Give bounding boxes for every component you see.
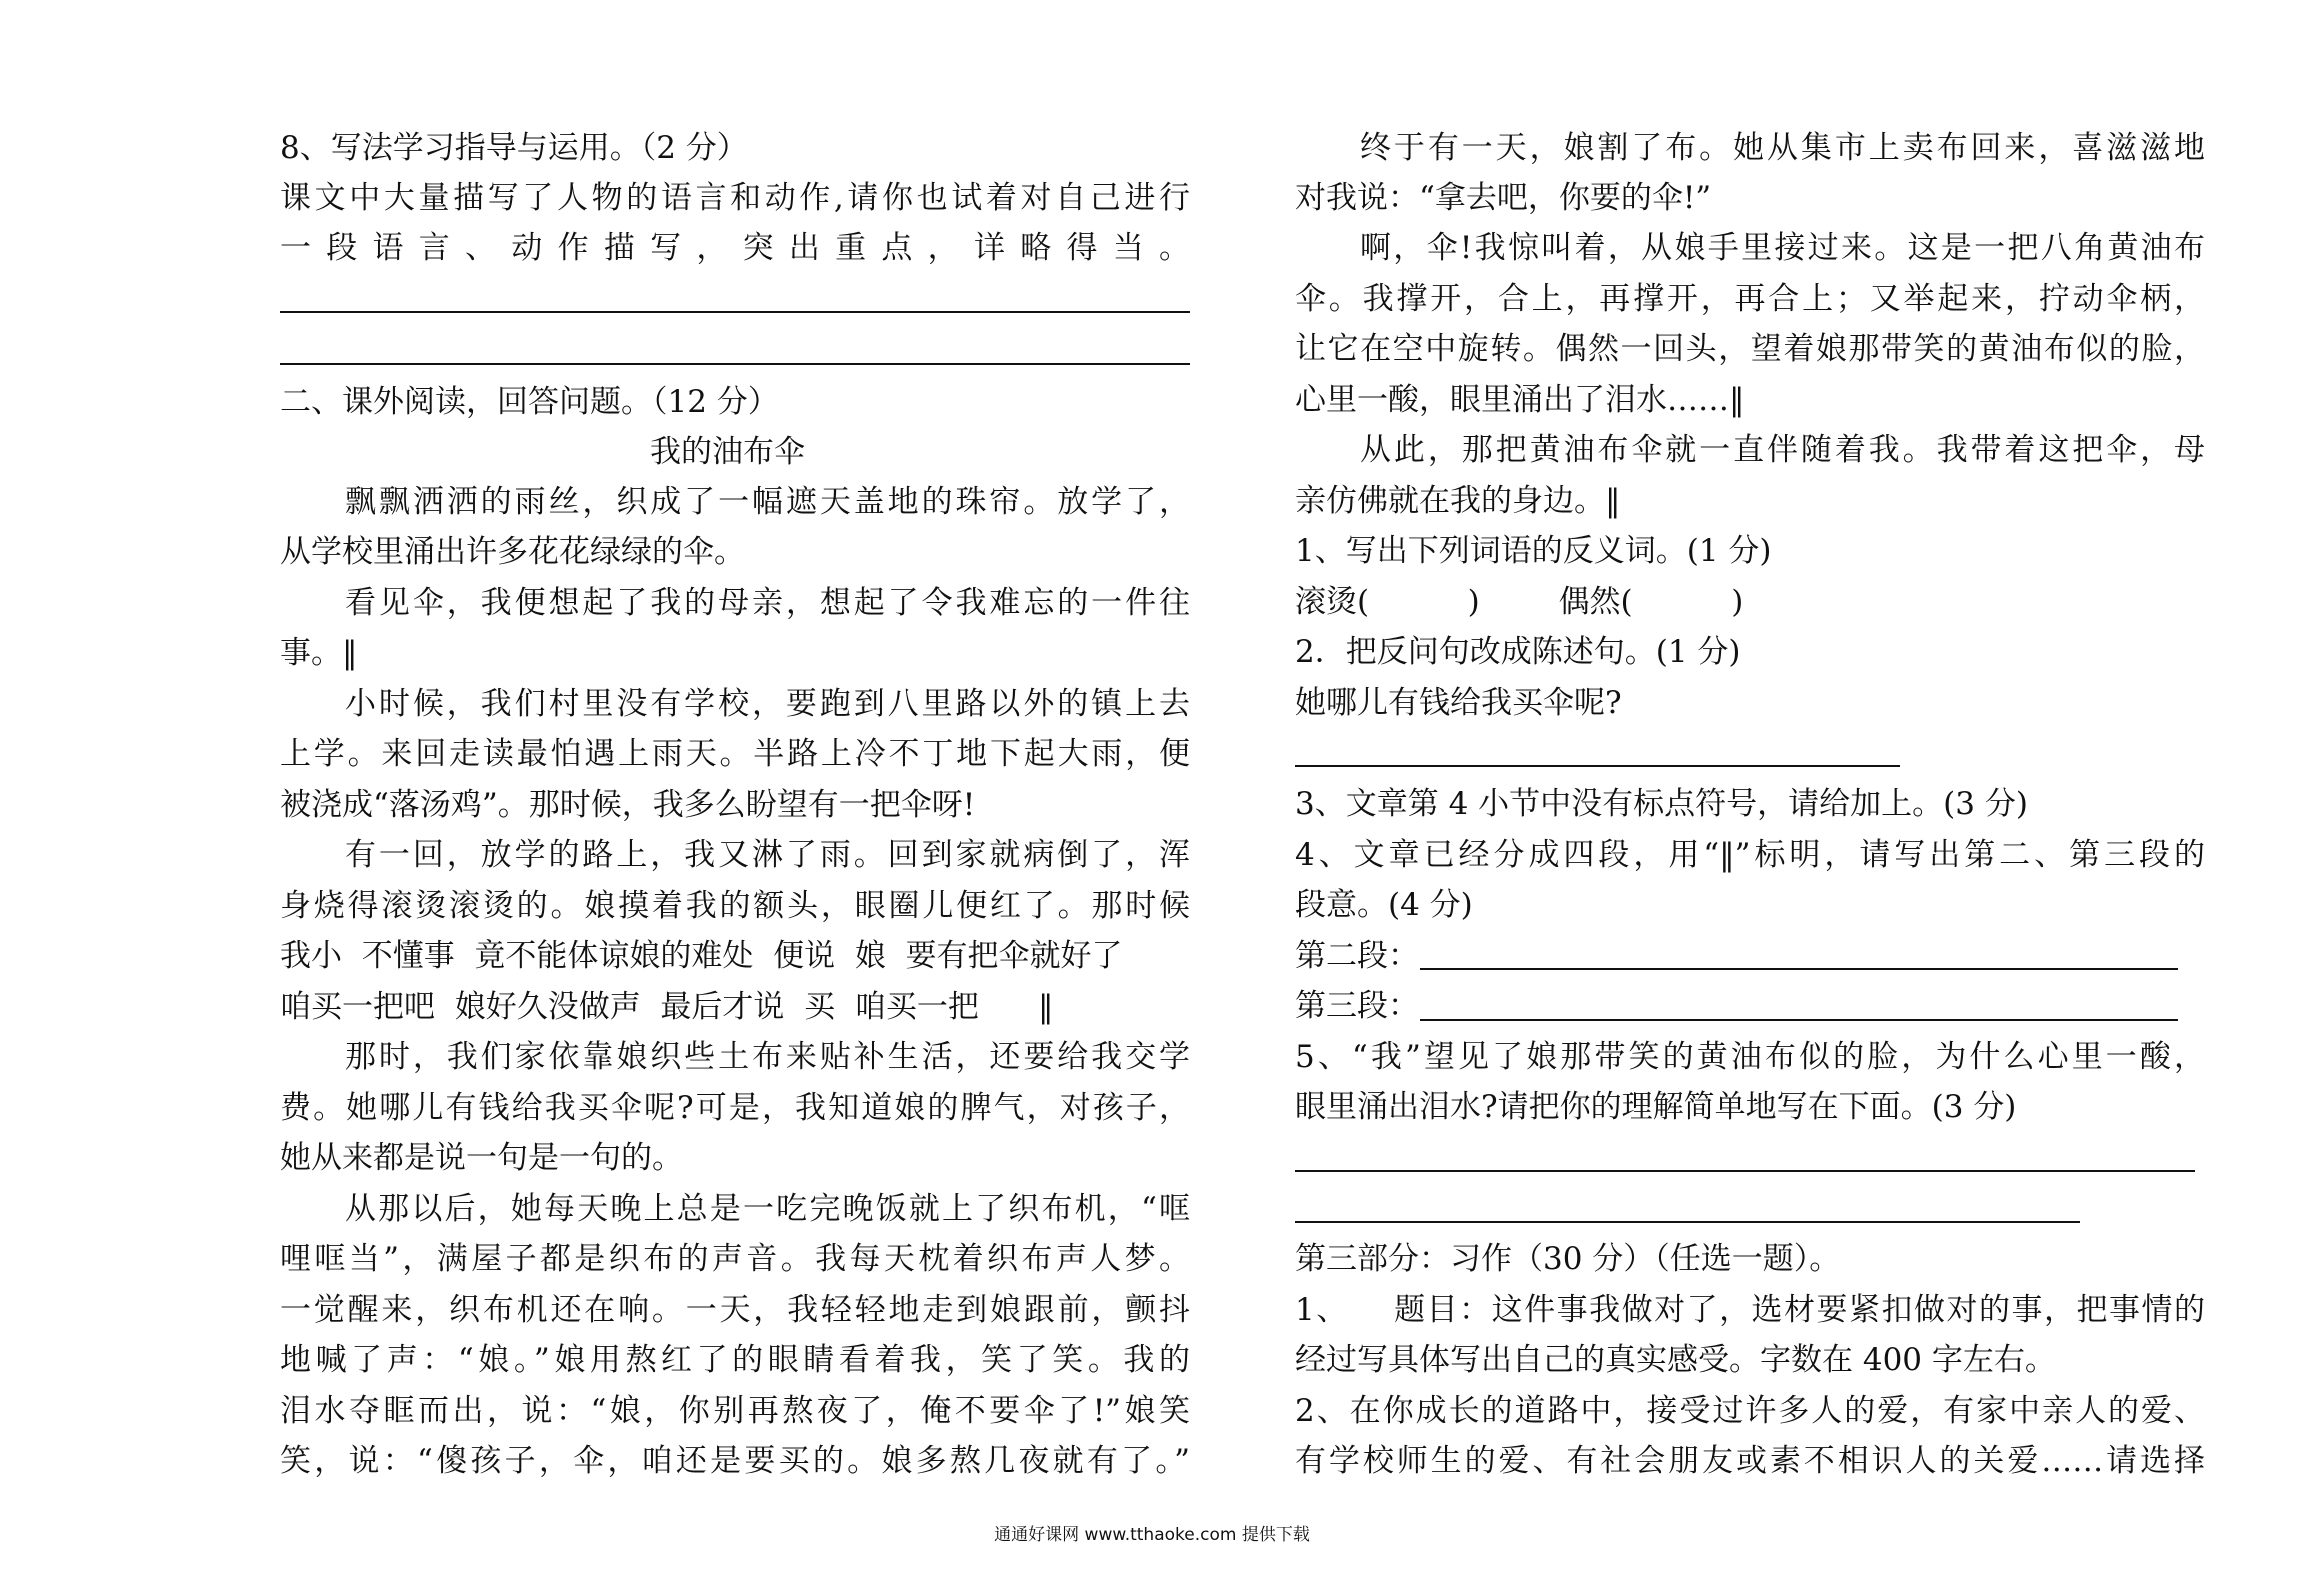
story-line: 从学校里涌出许多花花绿绿的伞。	[280, 534, 745, 570]
question-4-line-2: 段意。(4 分)	[1295, 887, 1473, 923]
question-5-line-1: 5、“我”望见了娘那带笑的黄油布似的脸，为什么心里一酸，	[1295, 1039, 2205, 1075]
question-2: 2．把反问句改成陈述句。(1 分)	[1295, 634, 1741, 670]
part3-title: 第三部分：习作（30 分）（任选一题）。	[1295, 1241, 1841, 1277]
story-line: 那时，我们家依靠娘织些土布来贴补生活，还要给我交学	[345, 1039, 1190, 1075]
composition-1-line-2: 经过写具体写出自己的真实感受。字数在 400 字左右。	[1295, 1342, 2056, 1378]
story-line: 小时候，我们村里没有学校，要跑到八里路以外的镇上去	[345, 686, 1190, 722]
answer-line	[280, 363, 1190, 365]
story-line: 飘飘洒洒的雨丝，织成了一幅遮天盖地的珠帘。放学了，	[345, 484, 1190, 520]
story-line: 啊，伞!我惊叫着，从娘手里接过来。这是一把八角黄油布	[1360, 230, 2205, 266]
story-line: 她从来都是说一句是一句的。	[280, 1140, 683, 1176]
question-4-line-1: 4、文章已经分成四段，用“‖”标明，请写出第二、第三段的	[1295, 837, 2205, 873]
answer-line	[1295, 765, 1900, 767]
question-1: 1、写出下列词语的反义词。(1 分)	[1295, 533, 1772, 569]
story-line: 费。她哪儿有钱给我买伞呢?可是，我知道娘的脾气，对孩子，	[280, 1090, 1190, 1126]
page-footer: 通通好课网 www.tthaoke.com 提供下载	[994, 1525, 1310, 1545]
q8-line-2: 一段语言、动作描写，突出重点，详略得当。	[280, 230, 1190, 266]
paragraph-2-label: 第二段：	[1295, 938, 1419, 974]
story-line: 一觉醒来，织布机还在响。一天，我轻轻地走到娘跟前，颤抖	[280, 1292, 1190, 1328]
story-line: 笑，说：“傻孩子，伞，咱还是要买的。娘多熬几夜就有了。”	[280, 1443, 1190, 1479]
story-line: 看见伞，我便想起了我的母亲，想起了令我难忘的一件往	[345, 585, 1190, 621]
story-line: 事。‖	[280, 635, 358, 671]
story-line: 泪水夺眶而出，说：“娘，你别再熬夜了，俺不要伞了!”娘笑	[280, 1393, 1190, 1429]
composition-2-line-2: 有学校师生的爱、有社会朋友或素不相识人的关爱……请选择	[1295, 1443, 2205, 1479]
story-title: 我的油布伞	[650, 434, 805, 470]
story-line: 上学。来回走读最怕遇上雨天。半路上冷不丁地下起大雨，便	[280, 736, 1190, 772]
story-line: 终于有一天，娘割了布。她从集市上卖布回来，喜滋滋地	[1360, 130, 2205, 166]
story-line: 让它在空中旋转。偶然一回头，望着娘那带笑的黄油布似的脸，	[1295, 331, 2205, 367]
story-line: 咱买一把吧 娘好久没做声 最后才说 买 咱买一把 ‖	[280, 989, 1054, 1025]
answer-line	[1295, 1170, 2195, 1172]
story-line: 亲仿佛就在我的身边。‖	[1295, 483, 1621, 519]
answer-line	[1420, 968, 2178, 970]
question-5-line-2: 眼里涌出泪水?请把你的理解简单地写在下面。(3 分)	[1295, 1089, 2017, 1125]
story-line: 哩哐当”，满屋子都是织布的声音。我每天枕着织布声人梦。	[280, 1241, 1190, 1277]
story-line: 被浇成“落汤鸡”。那时候，我多么盼望有一把伞呀!	[280, 787, 976, 823]
story-line: 从那以后，她每天晚上总是一吃完晚饭就上了织布机，“哐	[345, 1191, 1190, 1227]
story-line: 身烧得滚烫滚烫的。娘摸着我的额头，眼圈儿便红了。那时候	[280, 888, 1190, 924]
answer-line	[1295, 1221, 2080, 1223]
paragraph-3-label: 第三段：	[1295, 988, 1419, 1024]
q8-title: 8、写法学习指导与运用。（2 分）	[280, 130, 748, 166]
part2-title: 二、课外阅读，回答问题。（12 分）	[280, 384, 779, 420]
composition-2-line-1: 2、在你成长的道路中，接受过许多人的爱，有家中亲人的爱、	[1295, 1393, 2205, 1429]
question-2-sentence: 她哪儿有钱给我买伞呢?	[1295, 685, 1622, 721]
story-line: 地喊了声：“娘。”娘用熬红了的眼睛看着我，笑了笑。我的	[280, 1342, 1190, 1378]
story-line: 我小 不懂事 竟不能体谅娘的难处 便说 娘 要有把伞就好了	[280, 938, 1123, 974]
story-line: 有一回，放学的路上，我又淋了雨。回到家就病倒了，浑	[345, 837, 1190, 873]
question-3: 3、文章第 4 小节中没有标点符号，请给加上。(3 分)	[1295, 786, 2028, 822]
answer-line	[280, 311, 1190, 313]
story-line: 心里一酸，眼里涌出了泪水……‖	[1295, 382, 1745, 418]
question-1-words: 滚烫( ) 偶然( )	[1295, 584, 1744, 620]
composition-1-line-1: 1、 题目：这件事我做对了，选材要紧扣做对的事，把事情的	[1295, 1292, 2205, 1328]
story-line: 从此，那把黄油布伞就一直伴随着我。我带着这把伞，母	[1360, 432, 2205, 468]
story-line: 伞。我撑开，合上，再撑开，再合上；又举起来，拧动伞柄，	[1295, 281, 2205, 317]
q8-line-1: 课文中大量描写了人物的语言和动作,请你也试着对自己进行	[280, 180, 1190, 216]
story-line: 对我说：“拿去吧，你要的伞!”	[1295, 180, 1712, 216]
answer-line	[1420, 1019, 2178, 1021]
